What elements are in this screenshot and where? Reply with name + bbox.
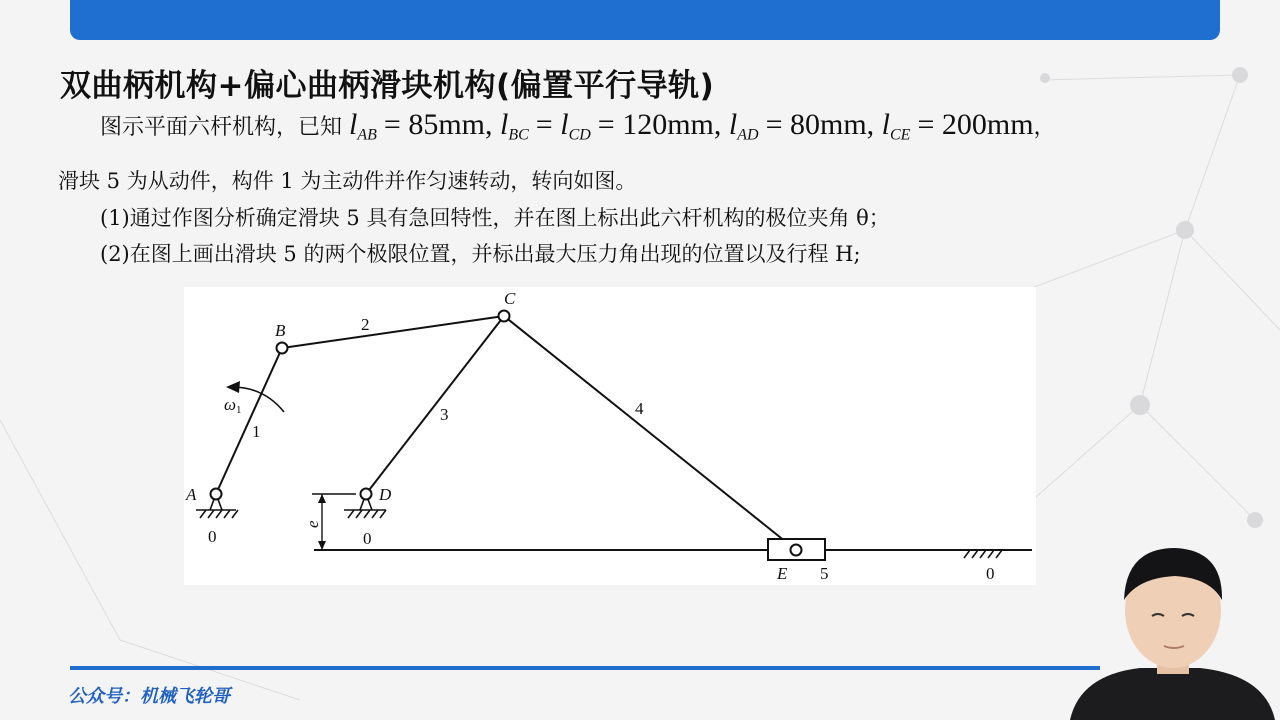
l-ab-symbol: l [349, 108, 358, 141]
joint-c [499, 311, 510, 322]
label-d: D [379, 485, 392, 504]
eq-bc: = [535, 108, 561, 141]
question-1-text: (1)通过作图分析确定滑块 5 具有急回特性，并在图上标出此六杆机构的极位夹角 θ； [100, 206, 890, 230]
eq-cd: = 120mm, [597, 108, 729, 141]
label-c: C [504, 289, 516, 308]
link-3-rocker-dc [366, 316, 504, 494]
l-ad-symbol: l [728, 108, 738, 141]
sub-ad: AD [737, 126, 759, 144]
label-ground-a: 0 [208, 527, 217, 546]
l-bc-symbol: l [500, 108, 509, 141]
slide-title: 双曲柄机构+偏心曲柄滑块机构(偏置平行导轨) [60, 68, 715, 104]
omega-subscript: 1 [236, 404, 242, 416]
joint-a [211, 489, 222, 500]
problem-statement-line: 滑块 5 为从动件，构件 1 为主动件并作匀速转动，转向如图。 [58, 169, 637, 193]
label-link-3: 3 [440, 405, 449, 424]
eq-ce: = 200mm [917, 108, 1034, 141]
l-cd-symbol: l [560, 108, 569, 141]
sub-cd: CD [568, 126, 591, 144]
presenter-avatar [1060, 540, 1280, 720]
label-e: E [777, 564, 788, 583]
mechanism-diagram [184, 287, 1036, 585]
label-slider-5: 5 [820, 564, 829, 583]
eq-ab: = 85mm, [383, 108, 500, 141]
question-2-text: (2)在图上画出滑块 5 的两个极限位置，并标出最大压力角出现的位置以及行程 H; [100, 242, 861, 266]
footer-channel-name: 公众号：机械飞轮哥 [68, 686, 230, 707]
joint-d [361, 489, 372, 500]
label-b: B [275, 321, 286, 340]
label-link-4: 4 [635, 399, 644, 418]
label-a: A [186, 485, 197, 504]
label-ground-right: 0 [986, 564, 995, 583]
bottom-accent-bar [70, 666, 1100, 670]
sub-ab: AB [357, 126, 377, 144]
link-2-coupler-bc [282, 316, 504, 348]
label-omega [224, 395, 242, 416]
label-link-1: 1 [252, 422, 261, 441]
label-ground-d: 0 [363, 529, 372, 548]
l-ce-symbol: l [881, 108, 890, 141]
label-offset-e: e [303, 520, 322, 528]
ground-hatch-right [964, 550, 1002, 558]
sub-ce: CE [890, 126, 911, 144]
given-prefix: 图示平面六杆机构，已知 [100, 115, 343, 140]
omega-arrowhead-icon [226, 381, 240, 393]
sub-bc: BC [508, 126, 529, 144]
joint-b [277, 343, 288, 354]
top-accent-bar [70, 0, 1220, 40]
label-link-2: 2 [361, 315, 370, 334]
joint-e [791, 545, 802, 556]
eq-ad: = 80mm, [765, 108, 882, 141]
link-4-connecting-rod-ce [504, 316, 796, 550]
trailing-comma: ， [1033, 115, 1056, 140]
link-1-crank-ab [216, 348, 282, 494]
given-parameters-line [100, 108, 1056, 144]
omega-symbol: ω [224, 395, 237, 414]
